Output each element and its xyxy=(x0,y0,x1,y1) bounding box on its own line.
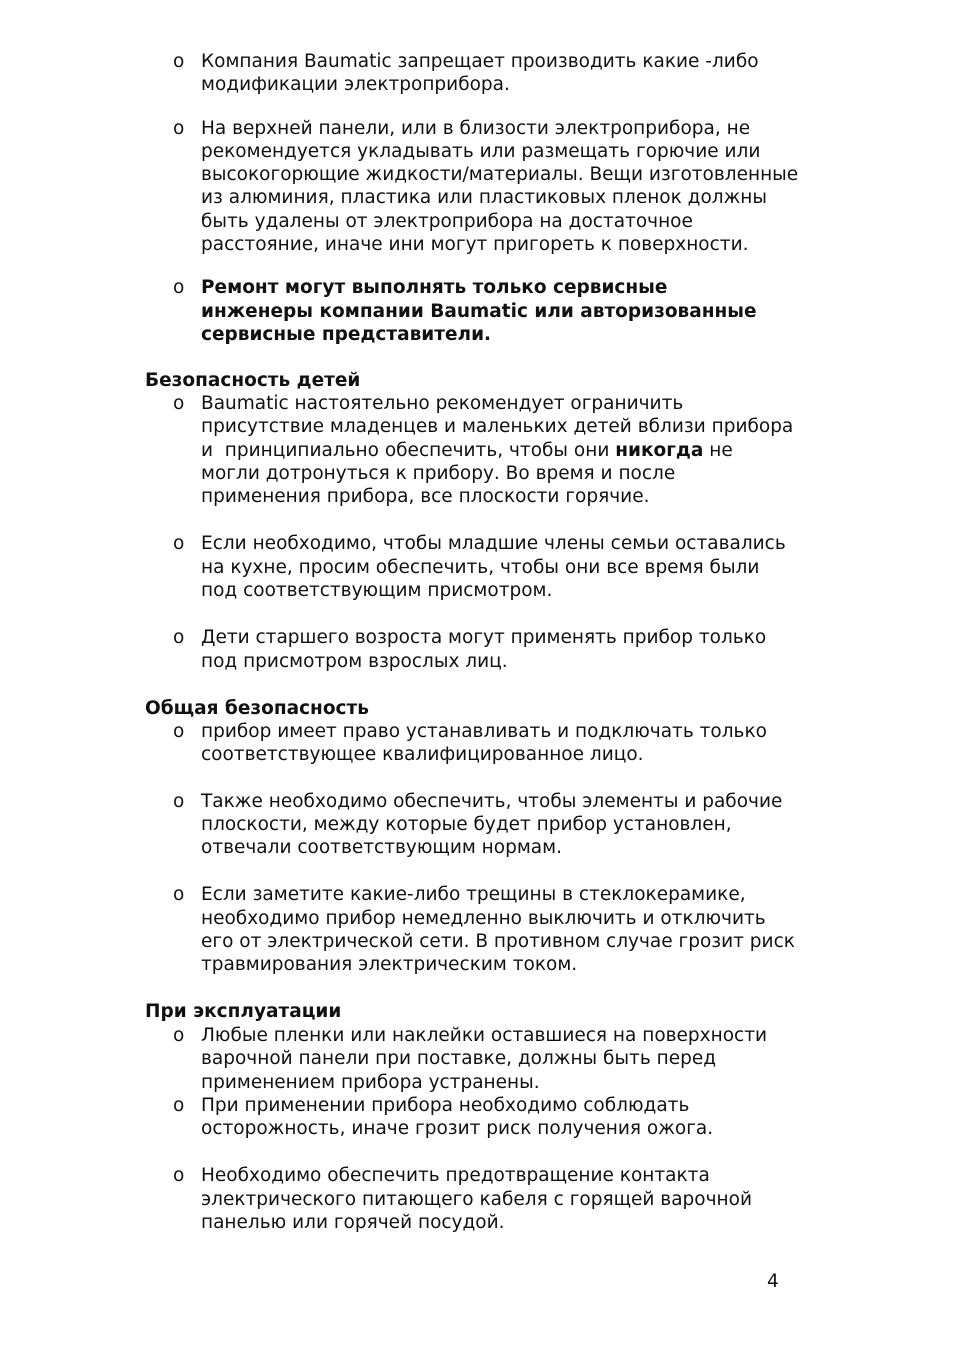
item-line: прибор имеет право устанавливать и подключать только xyxy=(201,721,767,742)
item-line: Если необходимо, чтобы младшие члены семьи оставались xyxy=(201,533,786,555)
item-line: При применении прибора необходимо соблюдать xyxy=(201,1094,690,1116)
list-item xyxy=(0,1094,954,1141)
bullet-marker: o xyxy=(173,1025,185,1046)
item-line: рекомендуется укладывать или размещать горючие или xyxy=(201,140,761,162)
section-general-safety xyxy=(0,720,954,977)
list-item xyxy=(0,790,954,860)
list-item-emphasized xyxy=(0,276,954,346)
item-line: под соответствующим присмотром. xyxy=(201,580,553,602)
bullet-marker: o xyxy=(173,1094,185,1116)
item-line: соответствующее квалифицированное лицо. xyxy=(201,744,644,766)
item-line: электрического питающего кабеля с горящей варочной xyxy=(201,1188,752,1210)
item-line: Любые пленки или наклейки оставшиеся на поверхности xyxy=(201,1025,768,1046)
list-item xyxy=(0,50,954,97)
item-line: плоскости, между которые будет прибор установлен, xyxy=(201,813,732,835)
item-line: применения прибора, все плоскости горячие. xyxy=(201,486,650,508)
bullet-marker: o xyxy=(173,627,185,649)
section-heading-child-safety: Безопасность детей xyxy=(145,370,361,391)
item-line: могли дотронуться к прибору. Во время и после xyxy=(201,462,676,484)
item-line: осторожность, иначе грозит риск получения ожога. xyxy=(201,1118,714,1140)
bullet-marker: o xyxy=(173,277,185,299)
bullet-marker: o xyxy=(173,51,185,72)
bullet-marker: o xyxy=(173,1165,185,1187)
list-item xyxy=(0,1024,954,1094)
bullet-marker: o xyxy=(173,884,185,906)
item-line: Также необходимо обеспечить, чтобы элементы и рабочие xyxy=(201,790,783,812)
list-item xyxy=(0,1164,954,1234)
list-item xyxy=(0,117,954,257)
item-line: Необходимо обеспечить предотвращение контакта xyxy=(201,1165,710,1187)
list-item xyxy=(0,626,954,673)
item-line: отвечали соответствующим нормам. xyxy=(201,837,562,859)
item-line: Ремонт могут выполнять только сервисные xyxy=(201,277,668,299)
item-line-with-emphasis xyxy=(201,439,821,462)
bullet-marker: o xyxy=(173,393,185,414)
bullet-marker: o xyxy=(173,117,185,139)
line-text: и принципиально обеспечить, чтобы они xyxy=(201,439,616,461)
bullet-marker: o xyxy=(173,533,185,555)
page-number: 4 xyxy=(767,1271,779,1292)
item-line: сервисные представители. xyxy=(201,323,492,345)
item-line: Дети старшего возроста могут применять прибор только xyxy=(201,627,767,649)
section-heading-operation: При эксплуатации xyxy=(145,1001,342,1022)
item-line: модификации электроприбора. xyxy=(201,74,510,96)
list-item xyxy=(0,720,954,767)
item-line: Компания Baumatic запрещает производить какие -либо xyxy=(201,51,759,72)
item-line: из алюминия, пластика или пластиковых пленок должны xyxy=(201,187,767,209)
item-line: На верхней панели, или в близости электроприбора, не xyxy=(201,117,751,139)
item-line: панелью или горячей посудой. xyxy=(201,1212,505,1234)
item-line: применением прибора устранены. xyxy=(201,1071,540,1093)
item-line: под присмотром взрослых лиц. xyxy=(201,650,508,672)
line-text: не xyxy=(703,439,733,461)
item-line: его от электрической сети. В противном случае грозит риск xyxy=(201,931,795,953)
item-line: расстояние, иначе ини могут пригореть к поверхности. xyxy=(201,234,749,256)
list-item xyxy=(0,532,954,602)
section-child-safety xyxy=(0,392,954,673)
item-line: присутствие младенцев и маленьких детей вблизи прибора xyxy=(201,416,794,438)
item-line: на кухне, просим обеспечить, чтобы они все время были xyxy=(201,556,760,578)
bullet-marker: o xyxy=(173,790,185,812)
section-operation xyxy=(0,1024,954,1234)
item-line: инженеры компании Baumatic или авторизованные xyxy=(201,300,757,322)
item-line: Если заметите какие-либо трещины в стеклокерамике, xyxy=(201,884,746,906)
item-line: высокогорющие жидкости/материалы. Вещи изготовленные xyxy=(201,164,799,186)
bullet-marker: o xyxy=(173,721,185,742)
item-line: быть удалены от электроприбора на достаточное xyxy=(201,210,693,232)
item-line: необходимо прибор немедленно выключить и отключить xyxy=(201,907,766,929)
item-line: Baumatic настоятельно рекомендует ограничить xyxy=(201,393,684,414)
section-general-notes xyxy=(0,50,954,346)
item-line: травмирования электрическим током. xyxy=(201,954,578,976)
emphasized-word: никогда xyxy=(615,439,704,461)
list-item xyxy=(0,392,954,508)
section-heading-general-safety: Общая безопасность xyxy=(145,698,369,719)
item-line: варочной панели при поставке, должны быть перед xyxy=(201,1048,717,1070)
list-item xyxy=(0,883,954,976)
